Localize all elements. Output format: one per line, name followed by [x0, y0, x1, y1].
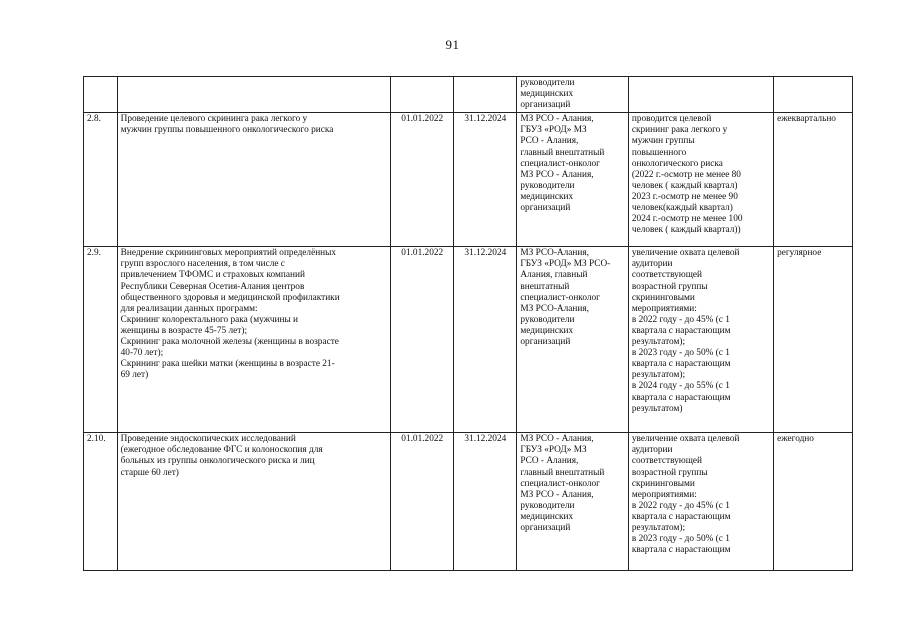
activity-name: Проведение целевого скрининга рака легкого у мужчин группы повышенного онкологического риска: [117, 113, 391, 247]
end-date: 31.12.2024: [454, 433, 517, 571]
expected-result: увеличение охвата целевой аудитории соответствующей возрастной группы скрининговыми мероприятиями: в 2022 году - до 45% (с 1 квартала с нарастающим результатом); в 2023 году - до 50% (с 1 квартала с нарастающим: [628, 433, 773, 571]
frequency: ежегодно: [774, 433, 853, 571]
table-row: [84, 77, 853, 113]
item-number: 2.10.: [84, 433, 118, 571]
table-row: [84, 247, 853, 433]
expected-result: проводится целевой скрининг рака легкого у мужчин группы повышенного онкологического риска (2022 г.-осмотр не менее 80 человек ( каждый квартал) 2023 г.-осмотр не менее 90 человек(каждый квартал) 2024 г.-осмотр не менее 100 человек ( каждый квартал)): [628, 113, 773, 247]
table-row: [84, 113, 853, 247]
start-date: [391, 77, 454, 113]
frequency: ежеквартально: [774, 113, 853, 247]
end-date: 31.12.2024: [454, 113, 517, 247]
frequency: регулярное: [774, 247, 853, 433]
table-row: [84, 433, 853, 571]
end-date: 31.12.2024: [454, 247, 517, 433]
activities-table: [83, 76, 853, 571]
expected-result: увеличение охвата целевой аудитории соответствующей возрастной группы скрининговыми мероприятиями: в 2022 году - до 45% (с 1 квартала с нарастающим результатом); в 2023 году - до 50% (с 1 квартала с нарастающим результатом); в 2024 году - до 55% (с 1 квартала с нарастающим результатом): [628, 247, 773, 433]
item-number: 2.9.: [84, 247, 118, 433]
expected-result: [628, 77, 773, 113]
activity-name: [117, 77, 391, 113]
start-date: 01.01.2022: [391, 113, 454, 247]
activity-name: Внедрение скрининговых мероприятий определённых групп взрослого населения, в том числе с привлечением ТФОМС и страховых компаний Республики Северная Осетия-Алания центров общественного здоровья и медицинской профилактики для реализации данных программ: Скрининг колоректального рака (мужчины и женщины в возрасте 45-75 лет); Скрининг рака молочной железы (женщины в возрасте 40-70 лет); Скрининг рака шейки матки (женщины в возрасте 21- 69 лет): [117, 247, 391, 433]
start-date: 01.01.2022: [391, 433, 454, 571]
responsible-executors: МЗ РСО - Алания, ГБУЗ «РОД» МЗ РСО - Алания, главный внештатный специалист-онколог МЗ РСО - Алания, руководители медицинских организаций: [517, 113, 629, 247]
start-date: 01.01.2022: [391, 247, 454, 433]
page-number: 91: [445, 37, 460, 52]
end-date: [454, 77, 517, 113]
responsible-executors: МЗ РСО-Алания, ГБУЗ «РОД» МЗ РСО- Алания, главный внештатный специалист-онколог МЗ РСО-Алания, руководители медицинских организаций: [517, 247, 629, 433]
responsible-executors: МЗ РСО - Алания, ГБУЗ «РОД» МЗ РСО - Алания, главный внештатный специалист-онколог МЗ РСО - Алания, руководители медицинских организаций: [517, 433, 629, 571]
item-number: 2.8.: [84, 113, 118, 247]
frequency: [774, 77, 853, 113]
activity-name: Проведение эндоскопических исследований (ежегодное обследование ФГС и колоноскопия для больных из группы онкологического риска и лиц старше 60 лет): [117, 433, 391, 571]
responsible-executors: руководители медицинских организаций: [517, 77, 629, 113]
item-number: [84, 77, 118, 113]
